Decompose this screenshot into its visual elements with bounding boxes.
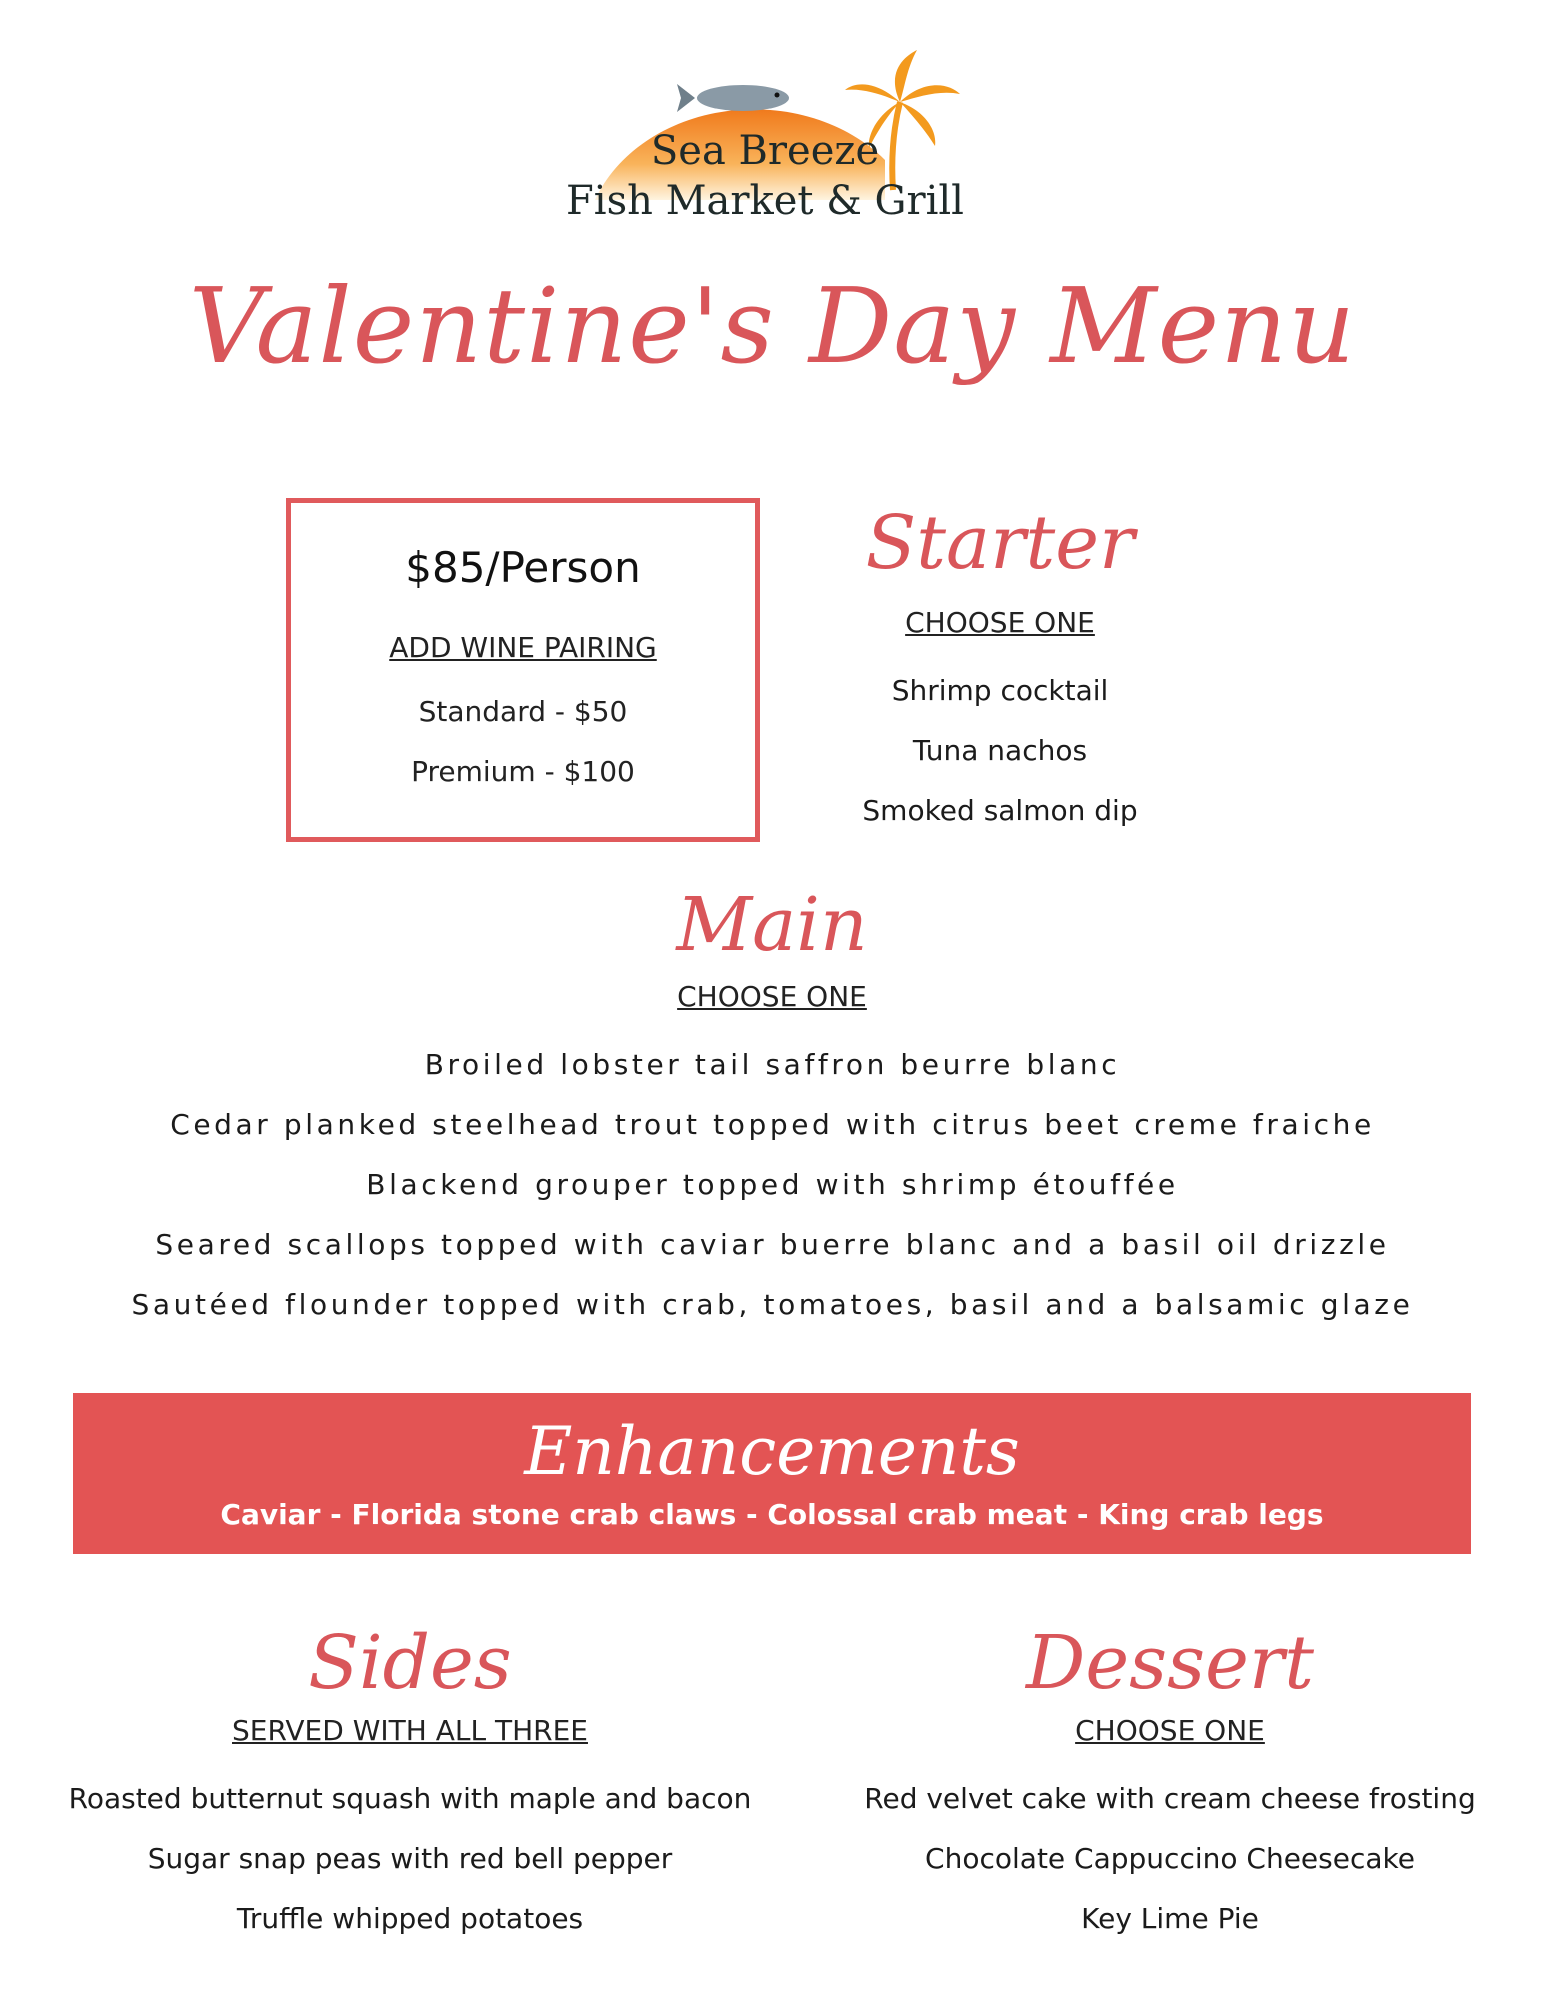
logo-text-line1: Sea Breeze bbox=[650, 128, 880, 174]
enhancements-band bbox=[73, 1393, 1471, 1554]
main-item: Cedar planked steelhead trout topped with citrus beet creme fraiche bbox=[170, 1108, 1375, 1141]
wine-pairing-heading: ADD WINE PAIRING bbox=[389, 631, 657, 664]
enhancements-heading: Enhancements bbox=[524, 1413, 1020, 1490]
main-item: Blackend grouper topped with shrimp étouffée bbox=[366, 1168, 1179, 1201]
dessert-item: Red velvet cake with cream cheese frosting bbox=[864, 1782, 1476, 1815]
wine-premium-price: Premium - $100 bbox=[411, 755, 635, 788]
dessert-item: Key Lime Pie bbox=[1081, 1902, 1259, 1935]
page-title: Valentine's Day Menu bbox=[188, 265, 1357, 387]
sides-item: Roasted butternut squash with maple and bacon bbox=[68, 1782, 752, 1815]
restaurant-logo bbox=[555, 50, 975, 240]
starter-item: Smoked salmon dip bbox=[862, 794, 1138, 827]
sides-item: Truffle whipped potatoes bbox=[236, 1902, 584, 1935]
sides-subheading: SERVED WITH ALL THREE bbox=[232, 1714, 588, 1747]
main-item: Sautéed flounder topped with crab, tomatoes, basil and a balsamic glaze bbox=[131, 1288, 1414, 1321]
sides-heading: Sides bbox=[308, 1620, 512, 1706]
wine-standard-price: Standard - $50 bbox=[418, 695, 628, 728]
starter-heading: Starter bbox=[865, 500, 1135, 586]
main-item: Seared scallops topped with caviar buerre blanc and a basil oil drizzle bbox=[155, 1228, 1390, 1261]
enhancements-items: Caviar - Florida stone crab claws - Colossal crab meat - King crab legs bbox=[220, 1498, 1324, 1531]
main-heading: Main bbox=[676, 882, 868, 968]
price-per-person: $85/Person bbox=[405, 543, 641, 592]
sides-item: Sugar snap peas with red bell pepper bbox=[147, 1842, 673, 1875]
starter-subheading: CHOOSE ONE bbox=[905, 606, 1095, 639]
dessert-subheading: CHOOSE ONE bbox=[1075, 1714, 1265, 1747]
starter-item: Tuna nachos bbox=[912, 734, 1088, 767]
price-box bbox=[286, 498, 760, 842]
starter-item: Shrimp cocktail bbox=[891, 674, 1109, 707]
dessert-item: Chocolate Cappuccino Cheesecake bbox=[925, 1842, 1415, 1875]
fish-icon bbox=[677, 84, 789, 112]
logo-text-line2: Fish Market & Grill bbox=[566, 178, 964, 224]
main-subheading: CHOOSE ONE bbox=[677, 980, 867, 1013]
main-item: Broiled lobster tail saffron beurre blanc bbox=[424, 1048, 1121, 1081]
dessert-heading: Dessert bbox=[1026, 1620, 1314, 1706]
